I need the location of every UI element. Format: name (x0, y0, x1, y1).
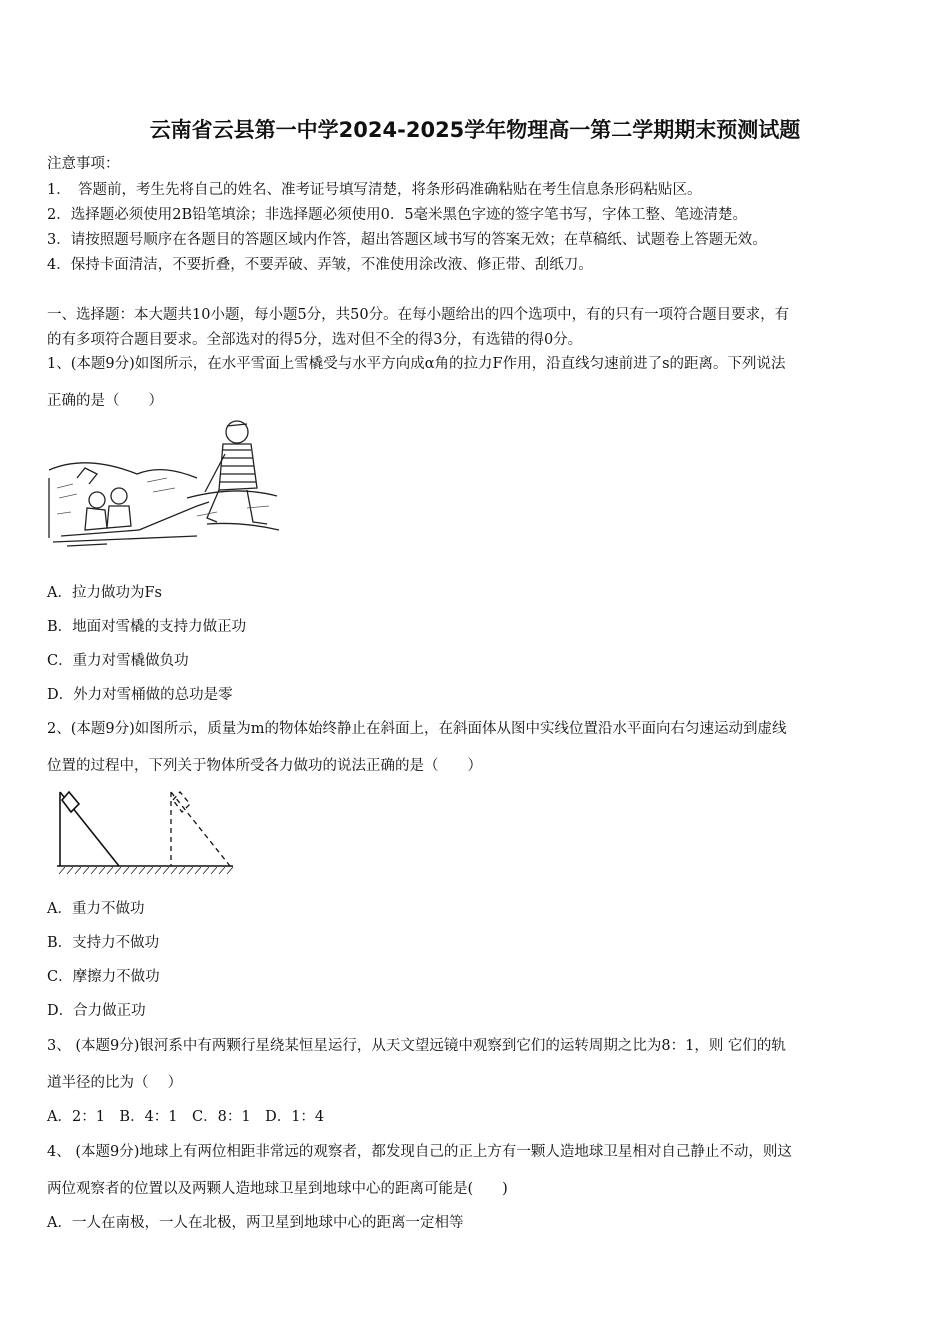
q2-option-a: A．重力不做功 (47, 901, 145, 917)
q2-option-c: C．摩擦力不做功 (47, 969, 160, 985)
notice-item-4: 4．保持卡面清洁，不要折叠，不要弄破、弄皱，不准使用涂改液、修正带、刮纸刀。 (47, 257, 593, 273)
page-title: 云南省云县第一中学2024-2025学年物理高一第二学期期末预测试题 (149, 118, 801, 142)
question-2-stem-cont: 位置的过程中，下列关于物体所受各力做功的说法正确的是（ ） (47, 758, 482, 774)
notice-item-2: 2．选择题必须使用2B铅笔填涂；非选择题必须使用0．5毫米黑色字迹的签字笔书写，字体工整、笔迹清楚。 (47, 207, 748, 223)
q2-option-d: D．合力做正功 (47, 1003, 146, 1019)
q3-options: A．2：1 B．4：1 C．8：1 D．1：4 (47, 1109, 325, 1125)
notice-heading: 注意事项： (47, 156, 120, 172)
q1-option-d: D．外力对雪桶做的总功是零 (47, 687, 233, 703)
q2-option-b: B．支持力不做功 (47, 935, 160, 951)
question-4-stem-cont: 两位观察者的位置以及两颗人造地球卫星到地球中心的距离可能是( ) (47, 1181, 508, 1197)
question-3-stem: 3、 (本题9分)银河系中有两颗行星绕某恒星运行，从天文望远镜中观察到它们的运转周期之比为8：1，则 它们的轨 (47, 1038, 786, 1054)
question-1-stem-cont: 正确的是（ ） (47, 393, 163, 409)
question-1-stem: 1、(本题9分)如图所示，在水平雪面上雪橇受与水平方向成α角的拉力F作用，沿直线匀速前进了s的距离。下列说法 (47, 356, 786, 372)
notice-item-1: 1． 答题前，考生先将自己的姓名、准考证号填写清楚，将条形码准确粘贴在考生信息条形码粘贴区。 (47, 182, 702, 198)
question-2-stem: 2、(本题9分)如图所示，质量为m的物体始终静止在斜面上，在斜面体从图中实线位置沿水平面向右匀速运动到虚线 (47, 721, 787, 737)
section-intro-line2: 的有多项符合题目要求。全部选对的得5分，选对但不全的得3分，有选错的得0分。 (47, 332, 583, 348)
section-intro-line1: 一、选择题：本大题共10小题，每小题5分，共50分。在每小题给出的四个选项中，有的只有一项符合题目要求，有 (47, 307, 790, 323)
q1-option-b: B．地面对雪橇的支持力做正功 (47, 619, 247, 635)
sled-figure (47, 418, 282, 568)
incline-figure (55, 786, 235, 878)
question-3-stem-cont: 道半径的比为（ ） (47, 1075, 183, 1091)
q1-option-c: C．重力对雪橇做负功 (47, 653, 189, 669)
q4-option-a: A．一人在南极，一人在北极，两卫星到地球中心的距离一定相等 (47, 1215, 464, 1231)
question-4-stem: 4、 (本题9分)地球上有两位相距非常远的观察者，都发现自己的正上方有一颗人造地球卫星相对自己静止不动，则这 (47, 1144, 792, 1160)
notice-item-3: 3．请按照题号顺序在各题目的答题区域内作答，超出答题区域书写的答案无效；在草稿纸、试题卷上答题无效。 (47, 232, 767, 248)
q1-option-a: A．拉力做功为Fs (47, 585, 162, 601)
